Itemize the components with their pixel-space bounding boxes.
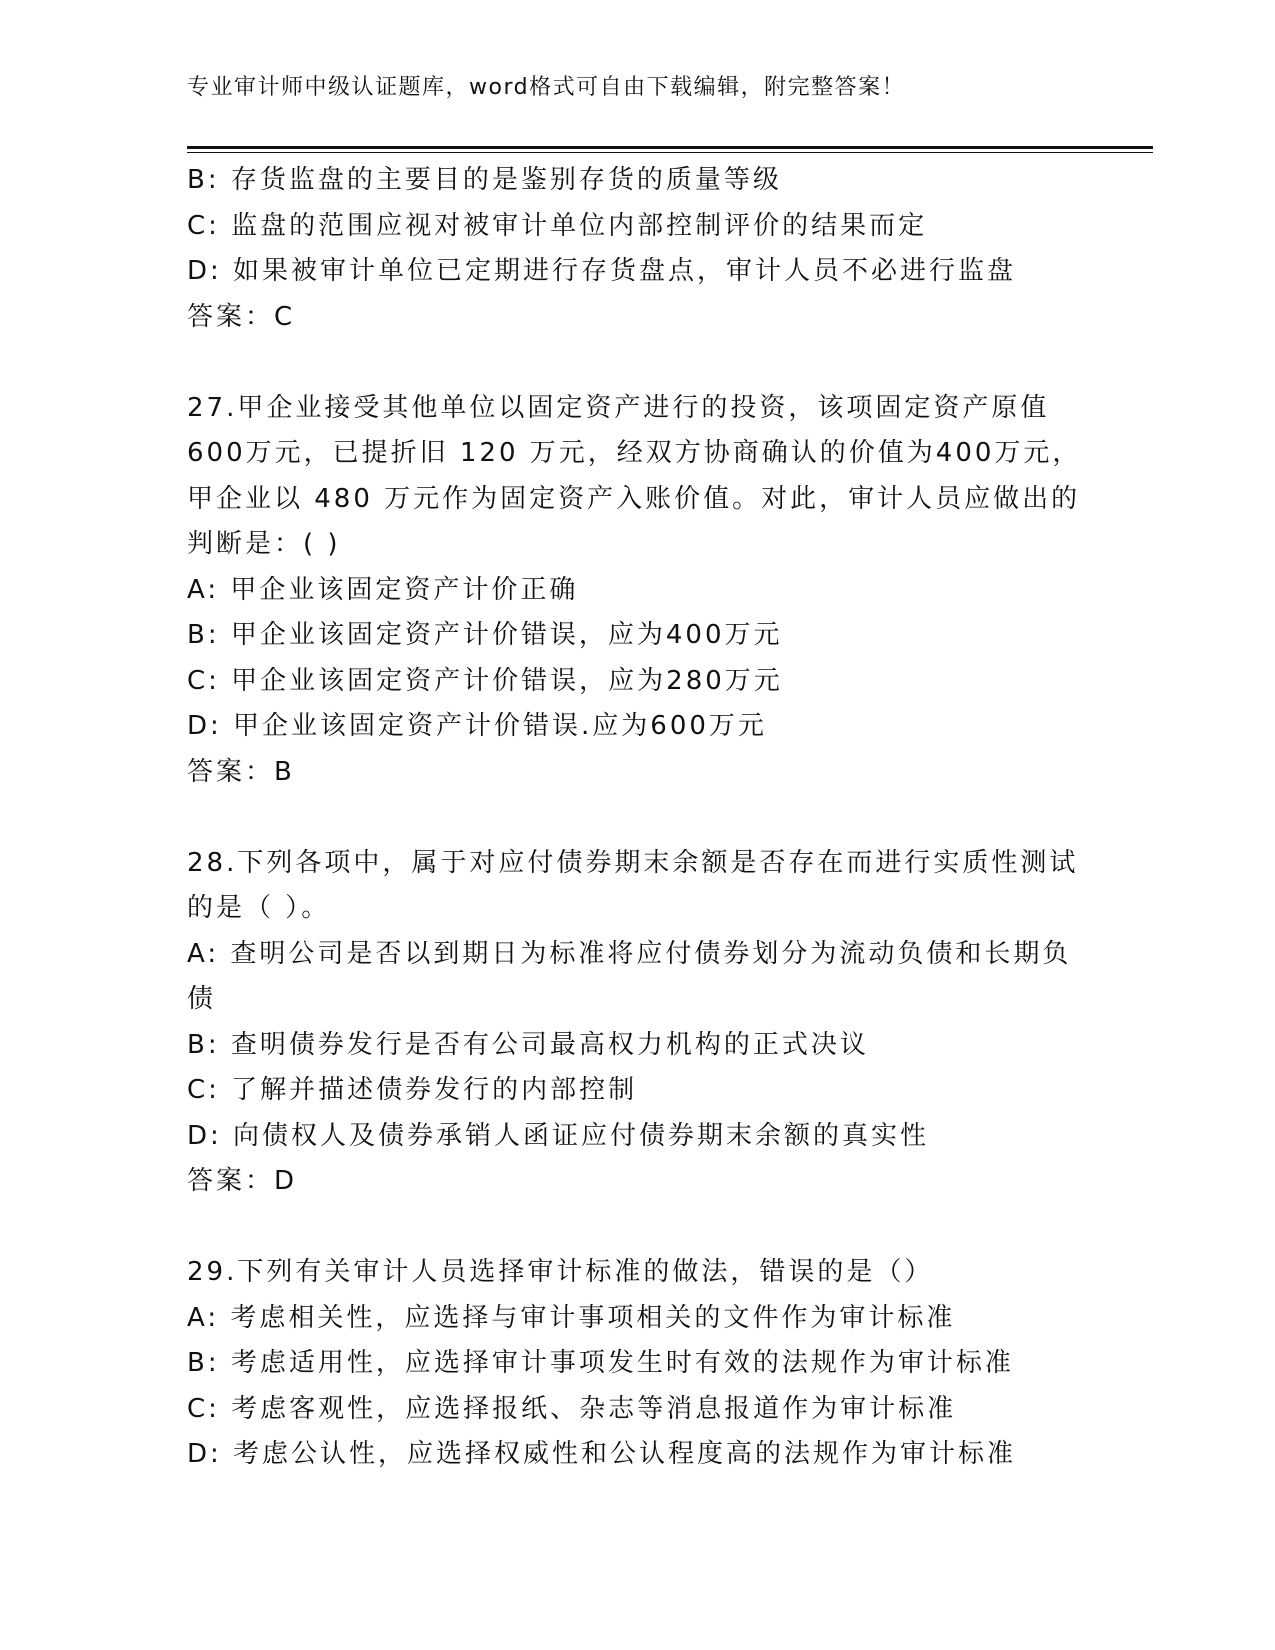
option-c: C: 监盘的范围应视对被审计单位内部控制评价的结果而定 [187, 210, 928, 241]
option-d: D: 向债权人及债券承销人函证应付债券期末余额的真实性 [187, 1120, 930, 1151]
question-stem-line: 29.下列有关审计人员选择审计标准的做法，错误的是（） [187, 1257, 934, 1287]
question-stem-line: 判断是：( ) [187, 529, 341, 559]
question-stem-line: 600万元，已提折旧 120 万元，经双方协商确认的价值为400万元， [187, 438, 1082, 468]
question-stem-line: 27.甲企业接受其他单位以固定资产进行的投资，该项固定资产原值 [187, 392, 1050, 423]
option-b: B: 查明债券发行是否有公司最高权力机构的正式决议 [187, 1029, 869, 1060]
option-a: A: 考虑相关性，应选择与审计事项相关的文件作为审计标准 [187, 1302, 956, 1333]
question-content [187, 158, 1087, 1478]
option-b: B: 考虑适用性，应选择审计事项发生时有效的法规作为审计标准 [187, 1348, 1014, 1378]
question-stem-line: 的是（ ）。 [187, 893, 331, 923]
question-29 [187, 1250, 1087, 1478]
option-d: D: 甲企业该固定资产计价错误.应为600万元 [187, 711, 767, 741]
page-header: 专业审计师中级认证题库，word格式可自由下载编辑，附完整答案！ [187, 75, 906, 100]
option-b: B: 存货监盘的主要目的是鉴别存货的质量等级 [187, 165, 782, 195]
answer: 答案：B [187, 756, 295, 787]
option-c: C: 了解并描述债券发行的内部控制 [187, 1075, 638, 1105]
header-rule-thick [187, 146, 1153, 149]
option-a: A: 甲企业该固定资产计价正确 [187, 574, 579, 605]
option-c: C: 考虑客观性，应选择报纸、杂志等消息报道作为审计标准 [187, 1393, 957, 1424]
answer: 答案：C [187, 301, 296, 332]
option-d: D: 如果被审计单位已定期进行存货盘点，审计人员不必进行监盘 [187, 256, 1017, 286]
question-stem-line: 28.下列各项中，属于对应付债券期末余额是否存在而进行实质性测试 [187, 847, 1079, 878]
question-26-tail [187, 158, 1087, 340]
option-c: C: 甲企业该固定资产计价错误，应为280万元 [187, 665, 783, 696]
answer: 答案：D [187, 1166, 298, 1196]
option-d: D: 考虑公认性，应选择权威性和公认程度高的法规作为审计标准 [187, 1439, 1017, 1469]
option-a: A: 查明公司是否以到期日为标准将应付债券划分为流动负债和长期负 [187, 938, 1072, 969]
header-rule-thin [187, 152, 1153, 153]
question-stem-line: 甲企业以 480 万元作为固定资产入账价值。对此，审计人员应做出的 [187, 483, 1081, 514]
option-a-continued: 债 [187, 984, 217, 1014]
question-27 [187, 386, 1087, 796]
option-b: B: 甲企业该固定资产计价错误，应为400万元 [187, 620, 783, 650]
question-28 [187, 841, 1087, 1205]
